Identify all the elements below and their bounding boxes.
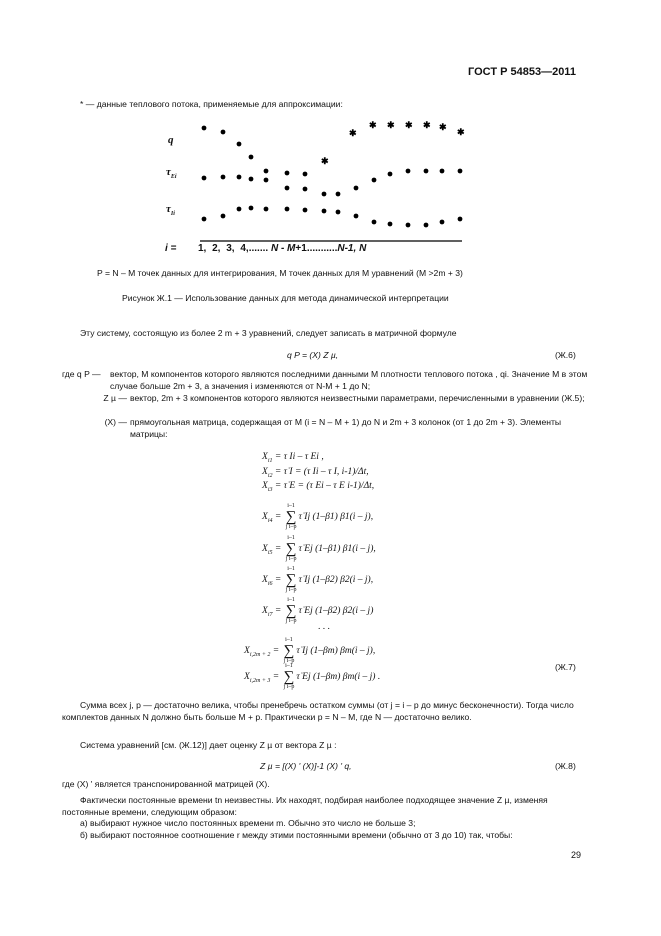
data-point <box>237 175 242 180</box>
data-point <box>303 208 308 213</box>
data-point <box>237 207 242 212</box>
data-point <box>406 223 411 228</box>
data-point <box>221 175 226 180</box>
data-point <box>440 169 445 174</box>
data-point <box>424 223 429 228</box>
figure-caption: Рисунок Ж.1 — Использование данных для метода динамической интерпретации <box>122 293 449 303</box>
paragraph-5: Фактически постоянные времени tn неизвестны. Их находят, подбирая наиболее подходящее значение Z µ, изменяя постоянные времени, следующим образом: <box>62 795 548 817</box>
data-point <box>249 155 254 160</box>
approximation-point: ✱ <box>457 127 465 137</box>
label-tau-ei: $\tau_{Ei}$ <box>166 166 177 181</box>
equation-7-line: $X_{i1} = \tau$ Ii – τ Ei , <box>262 452 324 464</box>
equation-7-line: $X_{i7}$ = i–1 ∑ j i–p τ̇ Ej (1–β2) β2(i – j) <box>262 597 374 624</box>
paragraph-4: где (X) ' является транспонированной матрицей (X). <box>62 779 270 789</box>
data-point <box>202 217 207 222</box>
page-number: 29 <box>571 850 582 860</box>
sum-symbol: i–1 ∑ j i–p <box>283 663 295 690</box>
data-point <box>303 172 308 177</box>
data-point <box>424 169 429 174</box>
data-point <box>354 186 359 191</box>
data-point <box>406 169 411 174</box>
axis-ticks: 1, 2, 3, 4,....... N - M+1...........N-1, N <box>198 243 367 254</box>
equation-7-line: $X_{i3}$ = τ̇ E = (τ Ei – τ E i-1)/Δt, <box>262 481 375 493</box>
equation-7-line: $X_{i,2m + 2}$ = i–1 ∑ j i–p τ̇ Ij (1–βm) βm(i – j), <box>244 637 376 664</box>
data-point <box>372 178 377 183</box>
standard-number: ГОСТ Р 54853—2011 <box>468 66 576 78</box>
data-point <box>202 126 207 131</box>
equation-6: q P = (X) Z µ, <box>287 350 339 360</box>
data-point <box>264 169 269 174</box>
paragraph-3: Система уравнений [см. (Ж.12)] дает оценку Z µ от вектора Z µ : <box>80 740 337 750</box>
approximation-point: ✱ <box>321 156 329 166</box>
data-point <box>336 192 341 197</box>
paragraph-7: б) выбирают постоянное соотношение r между этими постоянными времени (обычно от 3 до 10) так, чтобы: <box>80 830 513 840</box>
equation-7-line: $X_{i,2m + 3}$ = i–1 ∑ j i–p τ̇ Ej (1–βm) βm(i – j) . <box>244 663 381 690</box>
data-point <box>458 217 463 222</box>
data-point <box>303 187 308 192</box>
data-point <box>322 209 327 214</box>
data-point <box>249 177 254 182</box>
paragraph-2: Сумма всех j, p — достаточно велика, чтобы пренебречь остатком суммы (от j = i – p до минус бесконечности). Тогда число комплектов данных N должно быть больше M + p. Практически p = N – M, где N — достаточно велико. <box>62 700 574 722</box>
data-points <box>202 120 465 227</box>
data-point <box>221 130 226 135</box>
equation-7-line: $X_{i2}$ = τ̇ I = (τ Ii – τ I, i-1)/Δt, <box>262 467 369 479</box>
equation-7-line: $X_{i4}$ = i–1 ∑ j i–p τ̇ Ij (1–β1) β1(i – j), <box>262 503 374 530</box>
approximation-point: ✱ <box>369 120 377 130</box>
data-point <box>237 142 242 147</box>
approximation-point: ✱ <box>439 122 447 132</box>
equation-8-number: (Ж.8) <box>555 761 576 771</box>
ellipsis: . . . <box>318 622 330 632</box>
data-point <box>221 214 226 219</box>
paragraph-1: Эту систему, состоящую из более 2 m + 3 уравнений, следует записать в матричной формуле <box>80 328 457 338</box>
data-point <box>372 220 377 225</box>
sum-symbol: i–1 ∑ j i–p <box>285 535 297 562</box>
equation-7-line: $X_{i5}$ = i–1 ∑ j i–p τ̇ Ej (1–β1) β1(i – j), <box>262 535 376 562</box>
data-point <box>264 207 269 212</box>
figure-note: * — данные теплового потока, применяемые для аппроксимации: <box>80 99 343 109</box>
data-point <box>285 207 290 212</box>
equation-8: Z µ = [(X) ' (X)]-1 (X) ' q, <box>260 761 352 771</box>
data-point <box>285 186 290 191</box>
approximation-point: ✱ <box>405 120 413 130</box>
equation-6-number: (Ж.6) <box>555 350 576 360</box>
figure-legend: P = N – M точек данных для интегрирования, M точек данных для M уравнений (M >2m + 3) <box>97 268 463 278</box>
data-point <box>440 220 445 225</box>
data-point <box>202 176 207 181</box>
label-q: q <box>168 134 174 146</box>
data-point <box>322 192 327 197</box>
data-point <box>285 171 290 176</box>
equation-7-line: $X_{i6}$ = i–1 ∑ j i–p τ̇ Ij (1–β2) β2(i – j), <box>262 566 374 593</box>
data-point <box>388 172 393 177</box>
sum-symbol: i–1 ∑ j i–p <box>283 637 295 664</box>
data-point <box>388 222 393 227</box>
sum-symbol: i–1 ∑ j i–p <box>285 566 297 593</box>
data-point <box>458 169 463 174</box>
figure-plot <box>160 115 480 257</box>
sum-symbol: i–1 ∑ j i–p <box>285 597 297 624</box>
approximation-point: ✱ <box>387 120 395 130</box>
data-point <box>264 178 269 183</box>
data-point <box>336 210 341 215</box>
label-tau-ii: $\tau_{Ii}$ <box>166 203 175 218</box>
sum-symbol: i–1 ∑ j i–p <box>285 503 297 530</box>
approximation-point: ✱ <box>349 128 357 138</box>
data-point <box>249 206 254 211</box>
equation-7-number: (Ж.7) <box>555 662 576 672</box>
axis-prefix: i = <box>165 243 177 254</box>
data-point <box>354 214 359 219</box>
approximation-point: ✱ <box>423 120 431 130</box>
paragraph-6: а) выбирают нужное число постоянных времени m. Обычно это число не больше 3; <box>80 818 416 828</box>
